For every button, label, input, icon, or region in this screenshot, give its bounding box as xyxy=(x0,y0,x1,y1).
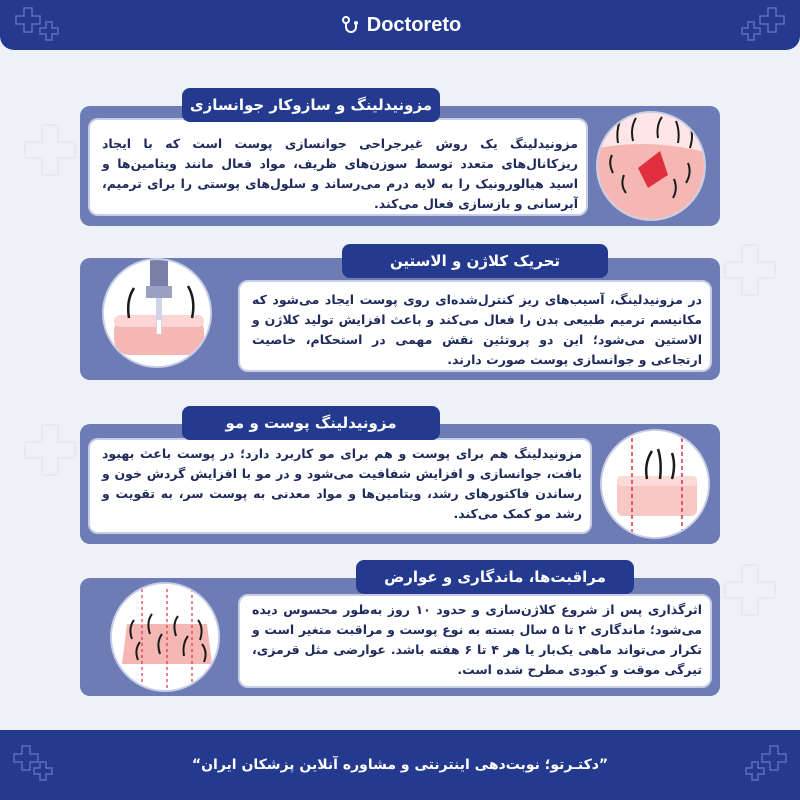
skin-hair-layer-icon xyxy=(602,431,710,539)
doctoreto-logo-icon xyxy=(339,14,361,36)
info-card xyxy=(80,424,720,544)
footer-tagline: ”دکتـرتو؛ نوبت‌دهی اینترنتی و مشاوره آنلاین پزشکان ایران“ xyxy=(191,757,609,773)
footer-bar xyxy=(0,730,800,800)
background-cross-icon xyxy=(720,560,780,620)
medical-cross-icon xyxy=(10,4,70,48)
skin-cut-icon xyxy=(598,113,706,221)
medical-cross-icon xyxy=(730,4,790,48)
brand-logo[interactable] xyxy=(339,14,461,37)
illustration-circle xyxy=(600,429,710,539)
header-bar xyxy=(0,0,800,50)
medical-cross-icon xyxy=(740,742,790,786)
background-cross-icon xyxy=(20,120,80,180)
microneedle-device-icon xyxy=(104,260,212,368)
card-title: مزونیدلینگ پوست و مو xyxy=(182,406,440,440)
scalp-hair-icon xyxy=(112,584,220,692)
card-title: مزونیدلینگ و سازوکار جوانسازی xyxy=(182,88,440,122)
illustration-circle xyxy=(596,111,706,221)
background-cross-icon xyxy=(20,420,80,480)
medical-cross-icon xyxy=(10,742,60,786)
brand-name: Doctoreto xyxy=(366,13,462,36)
illustration-circle xyxy=(102,258,212,368)
card-text: در مزونیدلینگ، آسیب‌های ریز کنترل‌شده‌ای روی پوست ایجاد می‌شود که مکانیسم ترمیم طبیعی بدن را فعال می‌کند و باعث افزایش تولید کلاژن و الاستین می‌شود؛ این دو پروتئین نقش مهمی در استحکام، خاصیت ارتجاعی و جوانسازی پوست صورت دارند. xyxy=(252,292,702,367)
info-card xyxy=(80,578,720,696)
card-text: مزونیدلینگ یک روش غیرجراحی جوانسازی پوست است که با ایجاد ریزکانال‌های متعدد توسط سوزن‌های ظریف، مواد فعال مانند ویتامین‌ها و اسید هیالورونیک را به لایه درم می‌رساند و سلول‌های پوستی را برای ترمیم، آبرسانی و بازسازی فعال می‌کند. xyxy=(102,136,578,211)
card-title: تحریک کلاژن و الاستین xyxy=(342,244,608,278)
card-title: مراقبت‌ها، ماندگاری و عوارض xyxy=(356,560,634,594)
background-cross-icon xyxy=(720,240,780,300)
illustration-circle xyxy=(110,582,220,692)
card-text: مزونیدلینگ هم برای پوست و هم برای مو کاربرد دارد؛ در پوست باعث بهبود بافت، جوانسازی و افزایش شفافیت می‌شود و در مو با افزایش گردش خون و رساندن فاکتورهای رشد، ویتامین‌ها و مواد معدنی به پوست سر، به تقویت و رشد مو کمک می‌کند. xyxy=(102,446,582,521)
card-text: اثرگذاری پس از شروع کلاژن‌سازی و حدود ۱۰ روز به‌طور محسوس دیده می‌شود؛ ماندگاری ۲ تا ۵ سال بسته به نوع پوست و مراقبت متغیر است و تکرار می‌تواند ماهی یک‌بار یا هر ۴ تا ۶ هفته باشد. عوارضی مثل قرمزی، تیرگی موقت و کبودی مطرح شده است. xyxy=(252,602,703,677)
info-card xyxy=(80,106,720,226)
